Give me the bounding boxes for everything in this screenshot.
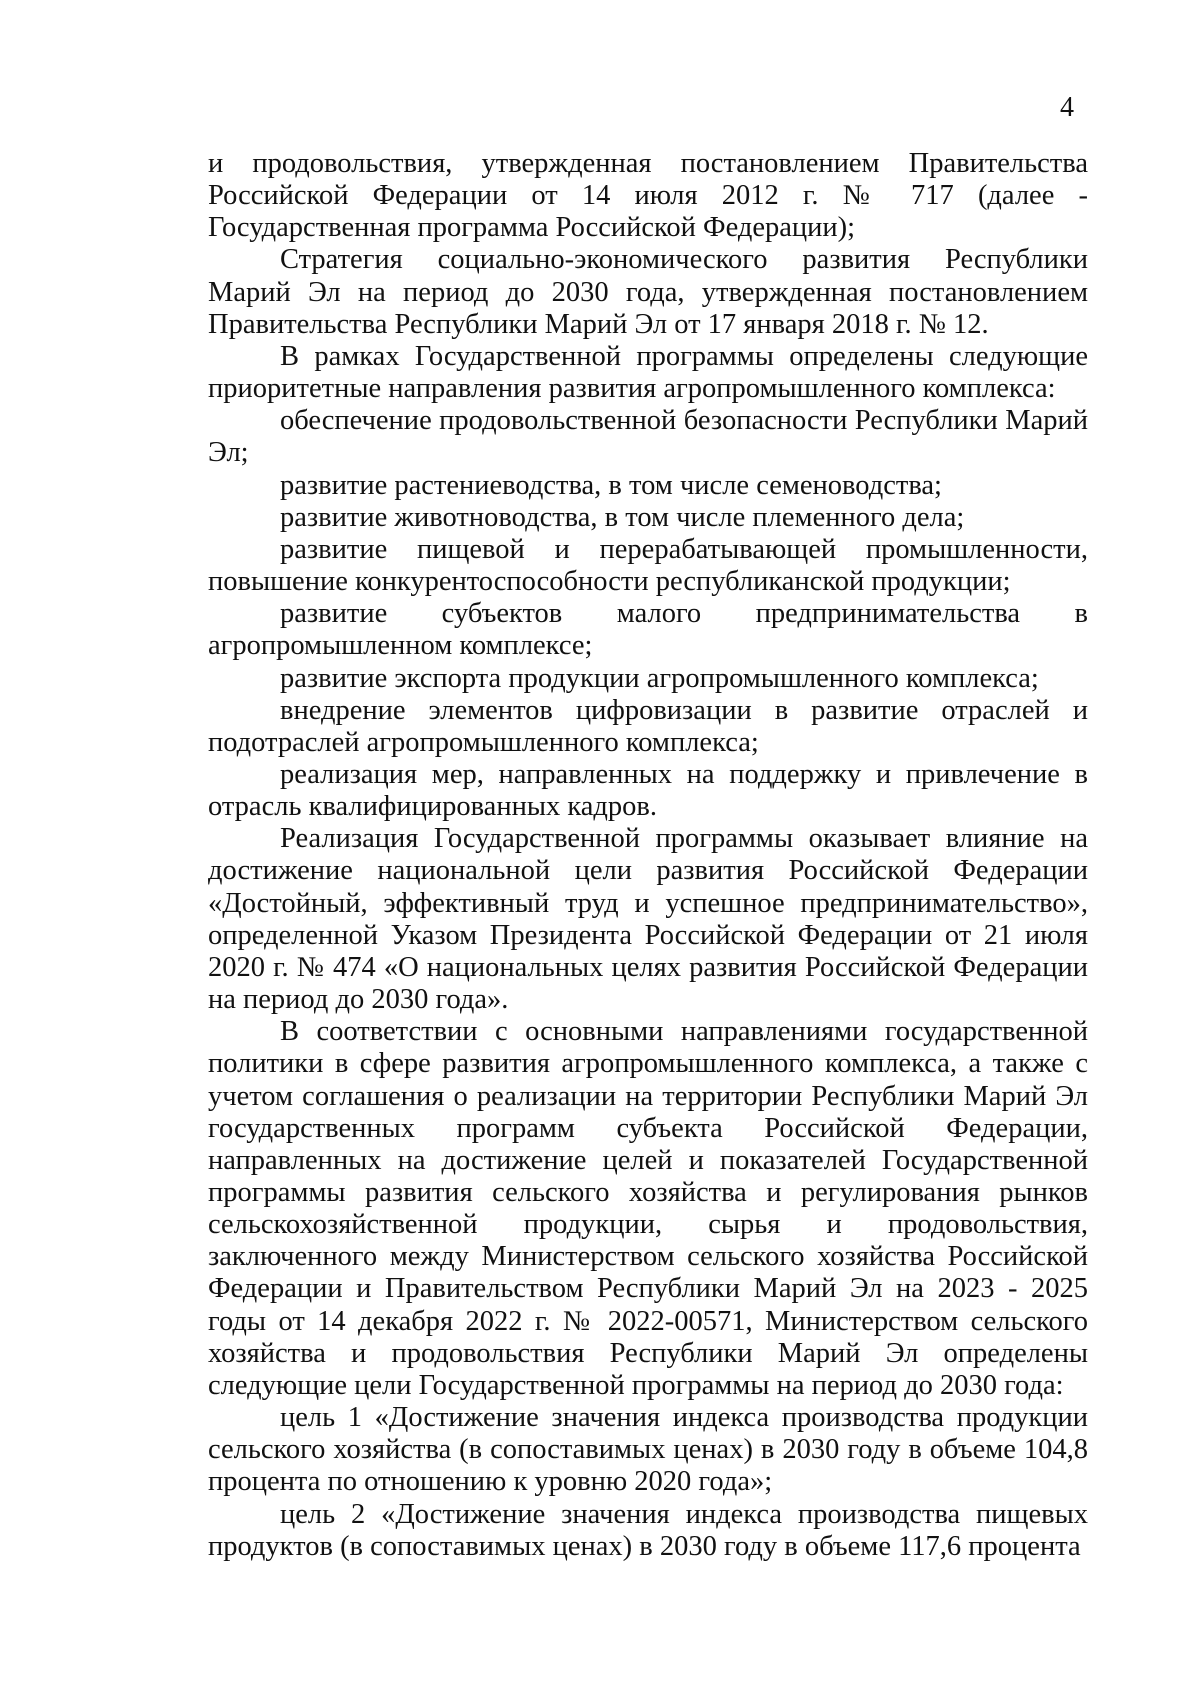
list-item: внедрение элементов цифровизации в развитие отраслей и подотраслей агропромышленного комплекса; — [208, 694, 1088, 758]
paragraph: В рамках Государственной программы определены следующие приоритетные направления развития агропромышленного комплекса: — [208, 340, 1088, 405]
list-item: развитие растениеводства, в том числе семеноводства; — [280, 469, 942, 501]
goal-item: цель 2 «Достижение значения индекса производства пищевых продуктов (в сопоставимых ценах) в 2030 году в объеме 117,6 процента — [208, 1498, 1088, 1562]
list-item: обеспечение продовольственной безопасности Республики Марий Эл; — [208, 405, 1088, 469]
goal-item: цель 1 «Достижение значения индекса производства продукции сельского хозяйства (в сопоставимых ценах) в 2030 году в объеме 104,8 процента по отношению к уровню 2020 года»; — [208, 1402, 1088, 1498]
document-body — [208, 148, 1088, 1563]
list-item: развитие экспорта продукции агропромышленного комплекса; — [280, 662, 1039, 694]
list-item: развитие субъектов малого предпринимательства в агропромышленном комплексе; — [208, 598, 1088, 662]
list-item: развитие пищевой и перерабатывающей промышленности, повышение конкурентоспособности республиканской продукции; — [208, 533, 1088, 598]
paragraph: Реализация Государственной программы оказывает влияние на достижение национальной цели развития Российской Федерации «Достойный, эффективный труд и успешное предпринимательство», определенной Указом Президента Российской Федерации от 21 июля 2020 г. № 474 «О национальных целях развития Российской Федерации на период до 2030 года». — [208, 823, 1088, 1016]
paragraph: В соответствии с основными направлениями государственной политики в сфере развития агропромышленного комплекса, а также с учетом соглашения о реализации на территории Республики Марий Эл государственных программ субъекта Российской Федерации, направленных на достижение целей и показателей Государственной программы развития сельского хозяйства и регулирования рынков сельскохозяйственной продукции, сырья и продовольствия, заключенного между Министерством сельского хозяйства Российской Федерации и Правительством Республики Марий Эл на 2023 - 2025 годы от 14 декабря 2022 г. № 2022-00571, Министерством сельского хозяйства и продовольствия Республики Марий Эл определены следующие цели Государственной программы на период до 2030 года: — [208, 1016, 1088, 1401]
paragraph: Стратегия социально-экономического развития Республики Марий Эл на период до 2030 года, утвержденная постановлением Правительства Республики Марий Эл от 17 января 2018 г. № 12. — [208, 244, 1088, 340]
list-item: развитие животноводства, в том числе племенного дела; — [280, 501, 965, 533]
list-item: реализация мер, направленных на поддержку и привлечение в отрасль квалифицированных кадров. — [208, 758, 1088, 823]
paragraph: и продовольствия, утвержденная постановлением Правительства Российской Федерации от 14 июля 2012 г. № 717 (далее - Государственная программа Российской Федерации); — [208, 148, 1088, 244]
page-number: 4 — [1060, 92, 1074, 123]
